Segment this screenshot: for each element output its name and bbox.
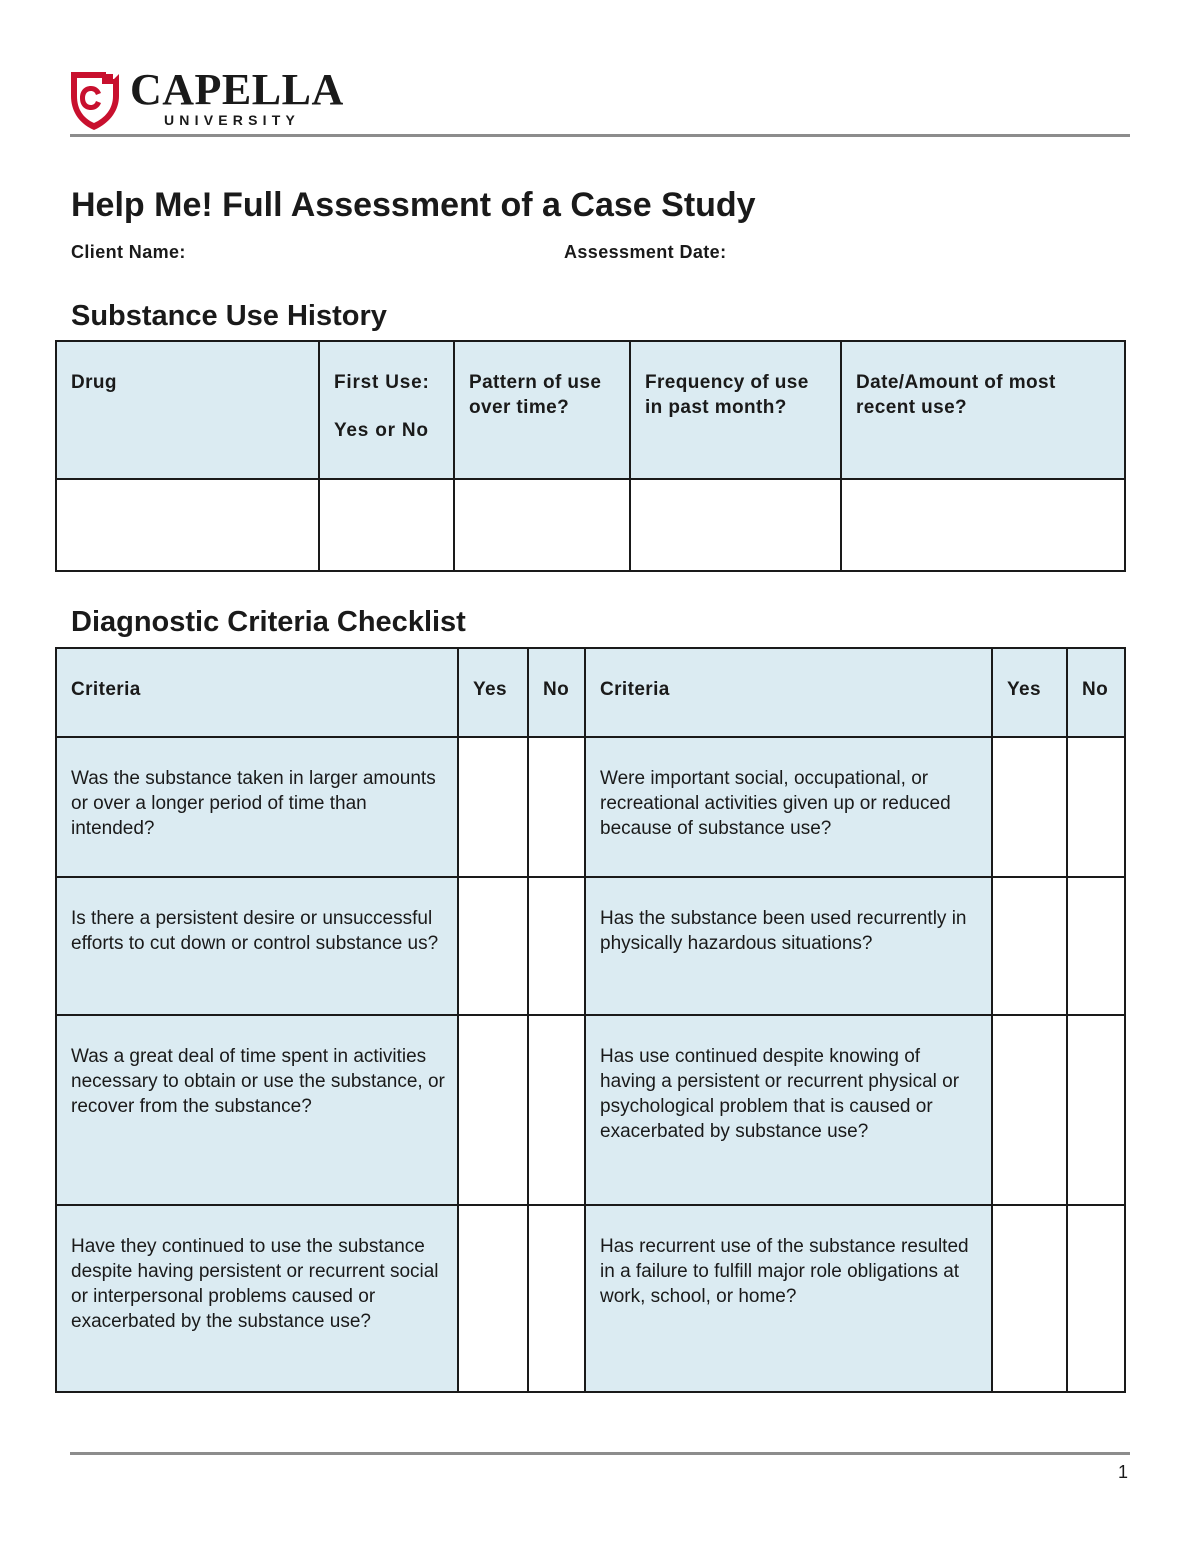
criteria-row [56,1205,1125,1392]
diagnostic-criteria-table [55,647,1126,1393]
criteria-text: Have they continued to use the substance despite having persistent or recurrent social or interpersonal problems caused or exacerbated by the substance use? [56,1205,458,1392]
yes-checkbox-cell[interactable] [992,877,1067,1015]
criteria-text: Has use continued despite knowing of having a persistent or recurrent physical or psychological problem that is caused or exacerbated by substance use? [585,1015,992,1205]
no-checkbox-cell[interactable] [528,1205,585,1392]
yes-checkbox-cell[interactable] [458,737,528,877]
yes-column-header: Yes [992,648,1067,737]
criteria-row [56,1015,1125,1205]
recent-use-entry-cell[interactable] [841,479,1125,571]
yes-checkbox-cell[interactable] [458,1015,528,1205]
yes-column-header: Yes [458,648,528,737]
document-title: Help Me! Full Assessment of a Case Study [71,186,756,224]
shield-c-logo-icon [68,70,122,132]
criteria-text: Was a great deal of time spent in activities necessary to obtain or use the substance, or recover from the substance? [56,1015,458,1205]
yes-checkbox-cell[interactable] [458,1205,528,1392]
diagnostic-criteria-heading: Diagnostic Criteria Checklist [71,606,466,638]
criteria-text: Has the substance been used recurrently in physically hazardous situations? [585,877,992,1015]
no-checkbox-cell[interactable] [528,877,585,1015]
no-checkbox-cell[interactable] [1067,1205,1125,1392]
substance-use-history-table [55,340,1126,572]
brand-name: CAPELLA [130,65,344,114]
drug-entry-cell[interactable] [56,479,319,571]
substance-use-history-heading: Substance Use History [71,300,387,332]
header-divider [70,134,1130,137]
no-checkbox-cell[interactable] [1067,737,1125,877]
first-use-label: First Use: [334,372,430,393]
criteria-text: Has recurrent use of the substance resulted in a failure to fulfill major role obligations at work, school, or home? [585,1205,992,1392]
recent-use-column-header: Date/Amount of most recent use? [841,341,1125,479]
footer-divider [70,1452,1130,1455]
pattern-column-header: Pattern of use over time? [454,341,630,479]
substance-header-row [56,341,1125,479]
pattern-entry-cell[interactable] [454,479,630,571]
yes-checkbox-cell[interactable] [992,1015,1067,1205]
criteria-text: Is there a persistent desire or unsuccessful efforts to cut down or control substance us? [56,877,458,1015]
criteria-header-row [56,648,1125,737]
yes-checkbox-cell[interactable] [992,737,1067,877]
yes-checkbox-cell[interactable] [992,1205,1067,1392]
no-column-header: No [528,648,585,737]
capella-logo [68,65,358,132]
criteria-text: Was the substance taken in larger amounts or over a longer period of time than intended? [56,737,458,877]
criteria-row [56,737,1125,877]
frequency-entry-cell[interactable] [630,479,841,571]
criteria-column-header: Criteria [56,648,458,737]
yes-checkbox-cell[interactable] [458,877,528,1015]
page-number: 1 [1117,1462,1128,1482]
criteria-column-header: Criteria [585,648,992,737]
criteria-row [56,877,1125,1015]
first-use-entry-cell[interactable] [319,479,454,571]
first-use-options: Yes or No [334,420,429,441]
no-checkbox-cell[interactable] [1067,877,1125,1015]
first-use-column-header [319,341,454,479]
criteria-text: Were important social, occupational, or recreational activities given up or reduced because of substance use? [585,737,992,877]
brand-subtitle: UNIVERSITY [164,112,301,128]
frequency-column-header: Frequency of use in past month? [630,341,841,479]
drug-column-header: Drug [56,341,319,479]
no-column-header: No [1067,648,1125,737]
client-name-label: Client Name: [71,242,186,262]
substance-entry-row [56,479,1125,571]
no-checkbox-cell[interactable] [528,737,585,877]
no-checkbox-cell[interactable] [528,1015,585,1205]
assessment-date-label: Assessment Date: [564,242,727,262]
no-checkbox-cell[interactable] [1067,1015,1125,1205]
